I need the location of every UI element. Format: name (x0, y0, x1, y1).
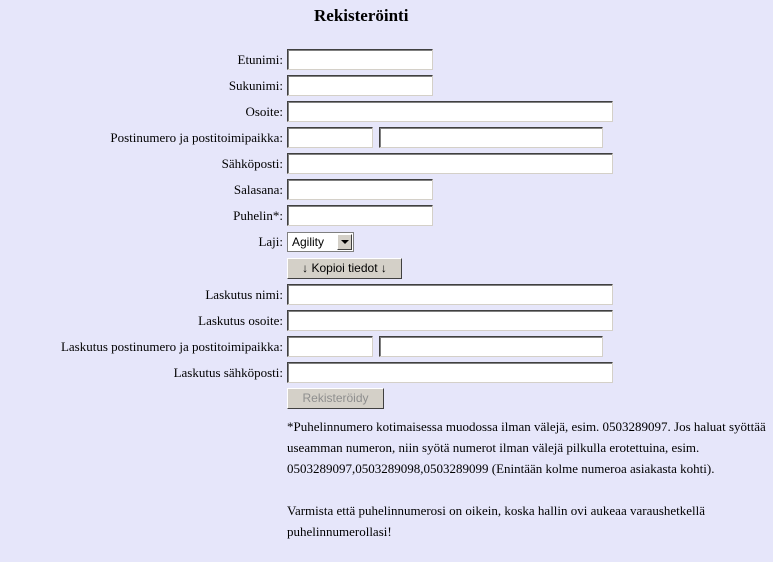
register-button[interactable]: Rekisteröidy (287, 388, 384, 409)
phone-warning-note: Varmista että puhelinnumerosi on oikein, koska hallin ovi aukeaa varaushetkellä puhelinnumerollasi! (287, 503, 706, 539)
laskutus-postinumero-input[interactable] (287, 336, 373, 357)
etunimi-label: Etunimi: (237, 52, 283, 67)
laji-label: Laji: (258, 234, 283, 249)
sukunimi-input[interactable] (287, 75, 433, 96)
laskutus-osoite-input[interactable] (287, 310, 613, 331)
laskutus-osoite-label: Laskutus osoite: (198, 313, 283, 328)
laskutus-nimi-label: Laskutus nimi: (205, 287, 283, 302)
etunimi-input[interactable] (287, 49, 433, 70)
phone-note (287, 416, 773, 542)
laji-selected-value: Agility (292, 235, 325, 249)
osoite-input[interactable] (287, 101, 613, 122)
salasana-input[interactable] (287, 179, 433, 200)
copy-info-button[interactable]: ↓ Kopioi tiedot ↓ (287, 258, 402, 279)
laskutus-nimi-input[interactable] (287, 284, 613, 305)
postinumero-label: Postinumero ja postitoimipaikka: (110, 130, 283, 145)
sahkoposti-input[interactable] (287, 153, 613, 174)
postitoimipaikka-input[interactable] (379, 127, 603, 148)
laskutus-postinumero-label: Laskutus postinumero ja postitoimipaikka: (60, 339, 283, 354)
dropdown-arrow-icon[interactable] (337, 234, 352, 250)
laji-select[interactable] (287, 232, 354, 252)
sahkoposti-label: Sähköposti: (221, 156, 283, 171)
osoite-label: Osoite: (245, 104, 283, 119)
puhelin-label: Puhelin*: (233, 208, 283, 223)
phone-format-note: *Puhelinnumero kotimaisessa muodossa ilman välejä, esim. 0503289097. Jos haluat syöttää useamman numeron, niin syötä numerot ilman välejä pilkulla erotettuina, esim. 0503289097,0503289098,0503289099 (Enintään kolme numeroa asiakasta kohti). (287, 419, 766, 476)
page-title: Rekisteröinti (314, 6, 409, 25)
salasana-label: Salasana: (233, 182, 283, 197)
laskutus-postitoimipaikka-input[interactable] (379, 336, 603, 357)
sukunimi-label: Sukunimi: (228, 78, 283, 93)
postinumero-input[interactable] (287, 127, 373, 148)
puhelin-input[interactable] (287, 205, 433, 226)
laskutus-sahkoposti-input[interactable] (287, 362, 613, 383)
laskutus-sahkoposti-label: Laskutus sähköposti: (173, 365, 283, 380)
